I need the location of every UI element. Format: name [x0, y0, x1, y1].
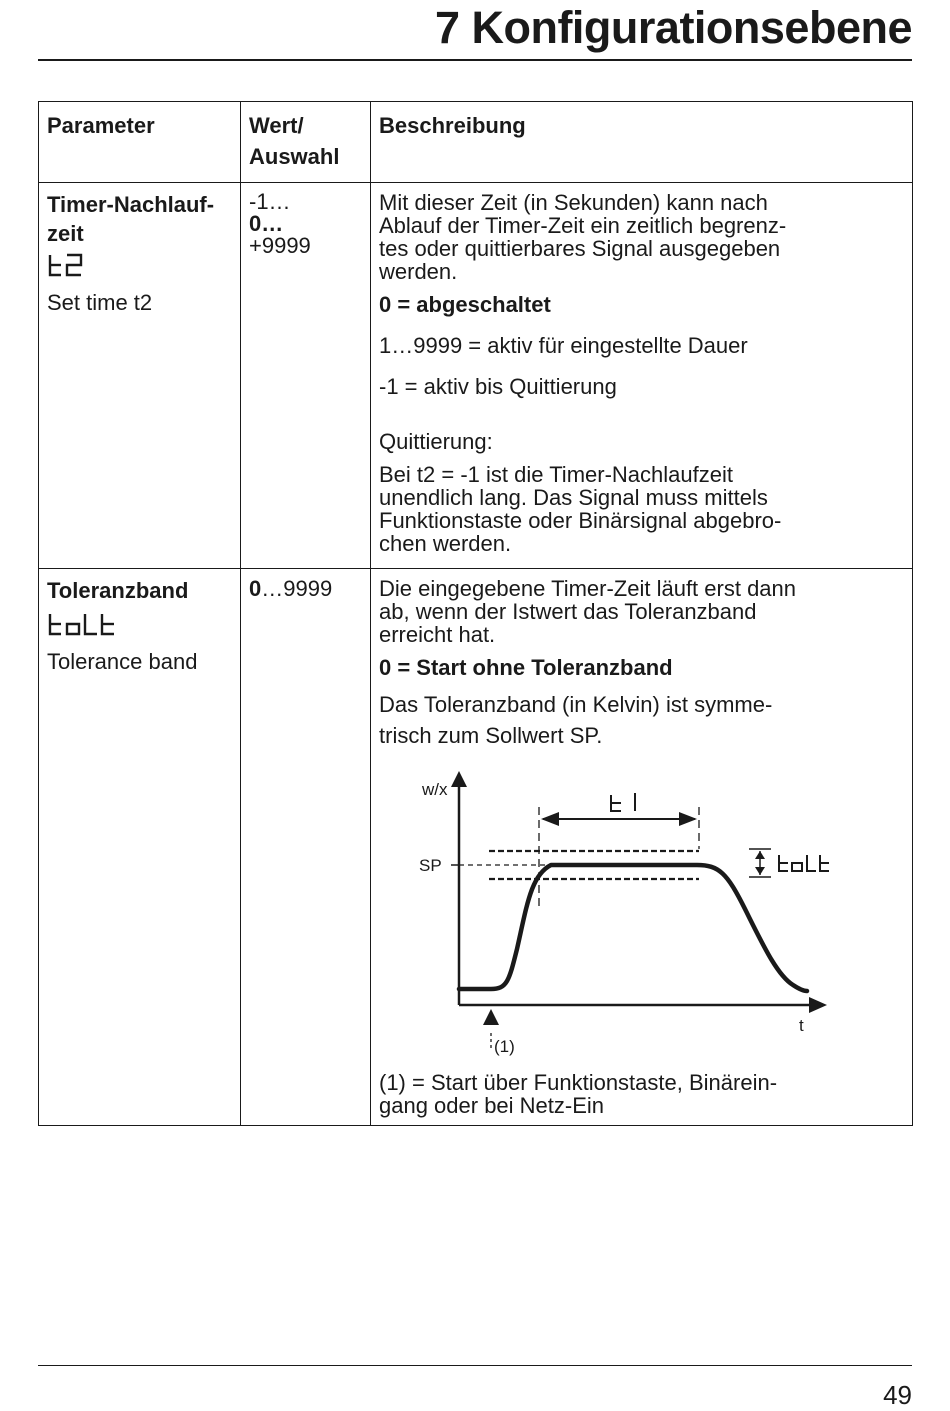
spacer: [379, 408, 904, 430]
page-number: 49: [883, 1380, 912, 1410]
t1-arrow-right: [679, 812, 697, 826]
desc-default: 0 = Start ohne Toleranzband: [379, 655, 673, 680]
desc-line: Mit dieser Zeit (in Sekunden) kann nach: [379, 190, 768, 215]
y-axis-arrow: [451, 771, 467, 787]
header-wert-line1: Wert/: [249, 113, 304, 138]
param-cell: [39, 569, 241, 1126]
desc-ack: [379, 463, 904, 555]
value-range: …9999: [261, 576, 333, 601]
desc-ack-title: Quittierung:: [379, 429, 493, 454]
description-cell: [371, 569, 913, 1126]
y-axis-label: w/x: [422, 780, 448, 799]
footer-divider: [38, 1365, 912, 1366]
desc-line: chen werden.: [379, 531, 512, 556]
value-line: +9999: [249, 233, 311, 258]
table-header-row: [39, 102, 913, 183]
header-beschreibung: Beschreibung: [371, 102, 913, 183]
desc-option: -1 = aktiv bis Quittierung: [379, 374, 617, 399]
desc-line: ab, wenn der Istwert das Toleranzband: [379, 599, 757, 624]
param-english: Set time t2: [47, 290, 153, 315]
seven-segment-t2: [47, 251, 87, 279]
desc-line: Funktionstaste oder Binärsignal abgebro-: [379, 508, 782, 533]
desc-line: Ablauf der Timer-Zeit ein zeitlich begrenz-: [379, 213, 787, 238]
parameter-table: [38, 101, 913, 1126]
start-marker-arrow: [483, 1009, 499, 1025]
display-code-t2: [47, 251, 232, 279]
desc-line: (1) = Start über Funktionstaste, Binärein-: [379, 1070, 778, 1095]
sp-label: SP: [419, 856, 442, 875]
t1-code: [611, 793, 635, 811]
desc-intro: [379, 191, 904, 283]
desc-line: werden.: [379, 259, 458, 284]
desc-line: erreicht hat.: [379, 622, 496, 647]
desc-line: Bei t2 = -1 ist die Timer-Nachlaufzeit: [379, 462, 733, 487]
desc-intro: [379, 577, 904, 646]
display-code-tolt: [47, 610, 232, 638]
tolerance-band-diagram: [379, 759, 904, 1063]
value-cell: [241, 569, 371, 1126]
tolt-arrow-down: [755, 867, 765, 875]
start-marker-label: (1): [494, 1037, 515, 1056]
param-cell: [39, 183, 241, 569]
x-axis-label: t: [799, 1016, 804, 1035]
desc-line: trisch zum Sollwert SP.: [379, 723, 603, 748]
value-line-default: 0…: [249, 211, 284, 236]
table-row: [39, 183, 913, 569]
value-default: 0: [249, 576, 262, 601]
header-divider: [38, 59, 912, 61]
desc-line: Die eingegebene Timer-Zeit läuft erst dann: [379, 576, 797, 601]
param-name-line2: zeit: [47, 221, 84, 246]
desc-default: 0 = abgeschaltet: [379, 292, 551, 317]
desc-line: tes oder quittierbares Signal ausgegeben: [379, 236, 781, 261]
desc-symmetry: [379, 689, 904, 751]
description-cell: [371, 183, 913, 569]
desc-line: unendlich lang. Das Signal muss mittels: [379, 485, 768, 510]
tolt-code: [779, 855, 829, 871]
value-cell: [241, 183, 371, 569]
table-row: [39, 569, 913, 1126]
param-english: Tolerance band: [47, 649, 198, 674]
desc-line: Das Toleranzband (in Kelvin) ist symme-: [379, 692, 773, 717]
x-axis-arrow: [809, 997, 827, 1013]
diagram-svg: [379, 759, 839, 1063]
desc-line: gang oder bei Netz-Ein: [379, 1093, 605, 1118]
value-line: -1…: [249, 189, 291, 214]
desc-option: 1…9999 = aktiv für eingestellte Dauer: [379, 333, 748, 358]
header-wert: [241, 102, 371, 183]
seven-segment-tolt: [47, 610, 117, 638]
header-parameter: Parameter: [39, 102, 241, 183]
header-wert-line2: Auswahl: [249, 144, 340, 169]
param-name-line1: Timer-Nachlauf-: [47, 192, 215, 217]
param-name: Toleranzband: [47, 578, 189, 603]
tolt-arrow-up: [755, 851, 765, 859]
page-title: 7 Konfigurationsebene: [434, 2, 912, 53]
process-curve: [459, 865, 807, 991]
desc-note: [379, 1071, 904, 1117]
t1-arrow-left: [541, 812, 559, 826]
